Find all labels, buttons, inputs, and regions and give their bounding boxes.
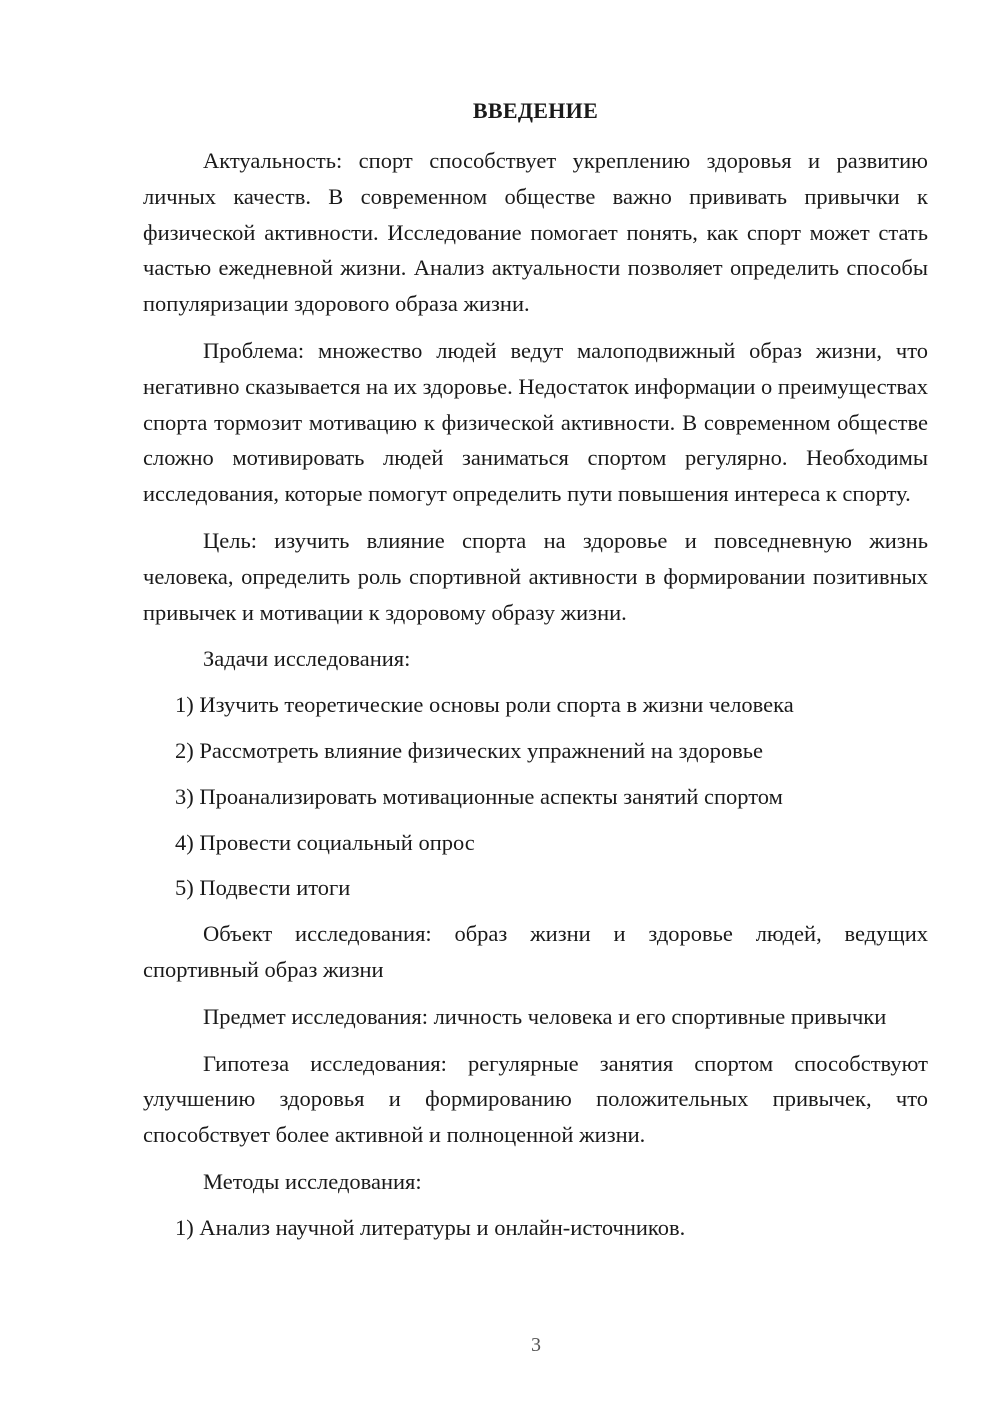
methods-list — [143, 1210, 928, 1246]
page-title: ВВЕДЕНИЕ — [472, 98, 599, 123]
task-item-4: 4) Провести социальный опрос — [175, 829, 475, 855]
methods-label: Методы исследования: — [203, 1168, 422, 1194]
tasks-list — [143, 687, 928, 906]
paragraph-relevance: Актуальность: спорт способствует укреплению здоровья и развитию личных качеств. В современном обществе важно прививать привычки к физической активности. Исследование помогает понять, как спорт может стать частью ежедневной жизни. Анализ актуальности позволяет определить способы популяризации здорового образа жизни. — [143, 148, 928, 317]
method-item-1: 1) Анализ научной литературы и онлайн-источников. — [175, 1214, 686, 1240]
task-item-5: 5) Подвести итоги — [175, 875, 351, 901]
tasks-label: Задачи исследования: — [203, 646, 411, 672]
task-item-3: 3) Проанализировать мотивационные аспекты занятий спортом — [175, 783, 783, 809]
paragraph-problem: Проблема: множество людей ведут малоподвижный образ жизни, что негативно сказывается на их здоровье. Недостаток информации о преимуществах спорта тормозит мотивацию к физической активности. В современном обществе сложно мотивировать людей заниматься спортом регулярно. Необходимы исследования, которые помогут определить пути повышения интереса к спорту. — [143, 337, 928, 507]
page-number: 3 — [531, 1334, 541, 1356]
task-item-2: 2) Рассмотреть влияние физических упражнений на здоровье — [175, 737, 764, 763]
task-item-1: 1) Изучить теоретические основы роли спорта в жизни человека — [175, 692, 794, 718]
paragraph-hypothesis: Гипотеза исследования: регулярные занятия спортом способствуют улучшению здоровья и формированию положительных привычек, что способствует более активной и полноценной жизни. — [143, 1050, 928, 1148]
paragraph-subject: Предмет исследования: личность человека и его спортивные привычки — [203, 1003, 887, 1029]
document-body — [143, 143, 928, 1256]
paragraph-goal: Цель: изучить влияние спорта на здоровье и повседневную жизнь человека, определить роль спортивной активности в формировании позитивных привычек и мотивации к здоровому образу жизни. — [143, 527, 928, 625]
paragraph-object: Объект исследования: образ жизни и здоровье людей, ведущих спортивный образ жизни — [143, 921, 928, 982]
